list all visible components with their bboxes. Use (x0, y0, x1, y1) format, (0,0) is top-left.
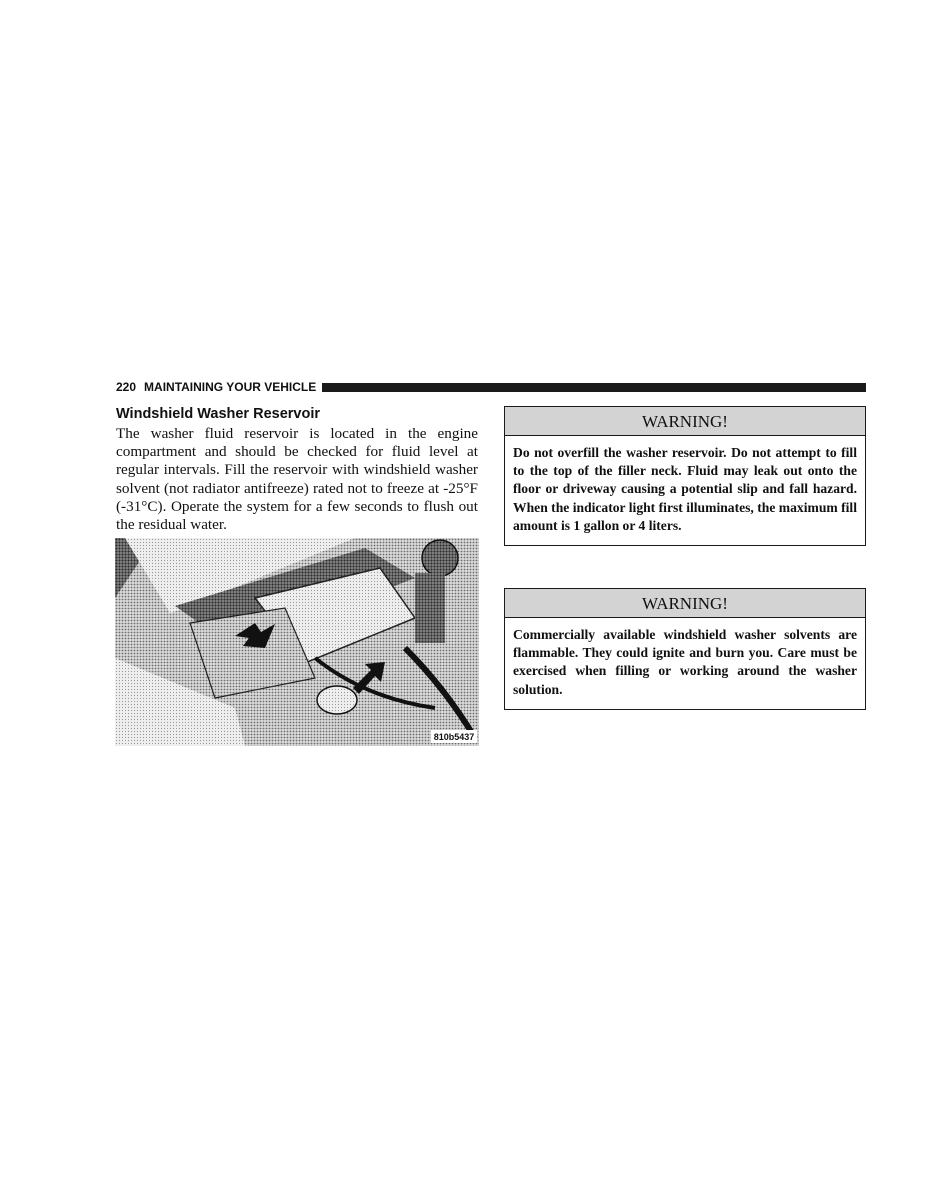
warning-box-flammable (504, 588, 866, 710)
header-rule (322, 383, 866, 392)
engine-compartment-photo (115, 538, 479, 746)
warning-title: WARNING! (505, 589, 865, 618)
page-number: 220 (116, 380, 137, 394)
subsection-heading: Windshield Washer Reservoir (116, 406, 320, 422)
running-header (116, 380, 866, 394)
section-title: MAINTAINING YOUR VEHICLE (144, 380, 317, 394)
warning-title: WARNING! (505, 407, 865, 436)
warning-text: Do not overfill the washer reservoir. Do not attempt to fill to the top of the filler neck. Fluid may leak out onto the floor or driveway causing a potential slip and fall hazard. When the indicator light first illuminates, the maximum fill amount is 1 gallon or 4 liters. (513, 445, 857, 533)
warning-box-overfill (504, 406, 866, 546)
warning-text: Commercially available windshield washer solvents are flammable. They could ignite and burn you. Care must be exercised when filling or working around the washer solution. (513, 627, 857, 697)
left-column (116, 405, 478, 534)
body-paragraph: The washer fluid reservoir is located in the engine compartment and should be checked for fluid level at regular intervals. Fill the reservoir with windshield washer solvent (not radiator antifreeze) rated not to freeze at -25°F (-31°C). Operate the system for a few seconds to flush out the residual water. (116, 425, 478, 534)
figure-code: 810b5437 (433, 732, 475, 742)
